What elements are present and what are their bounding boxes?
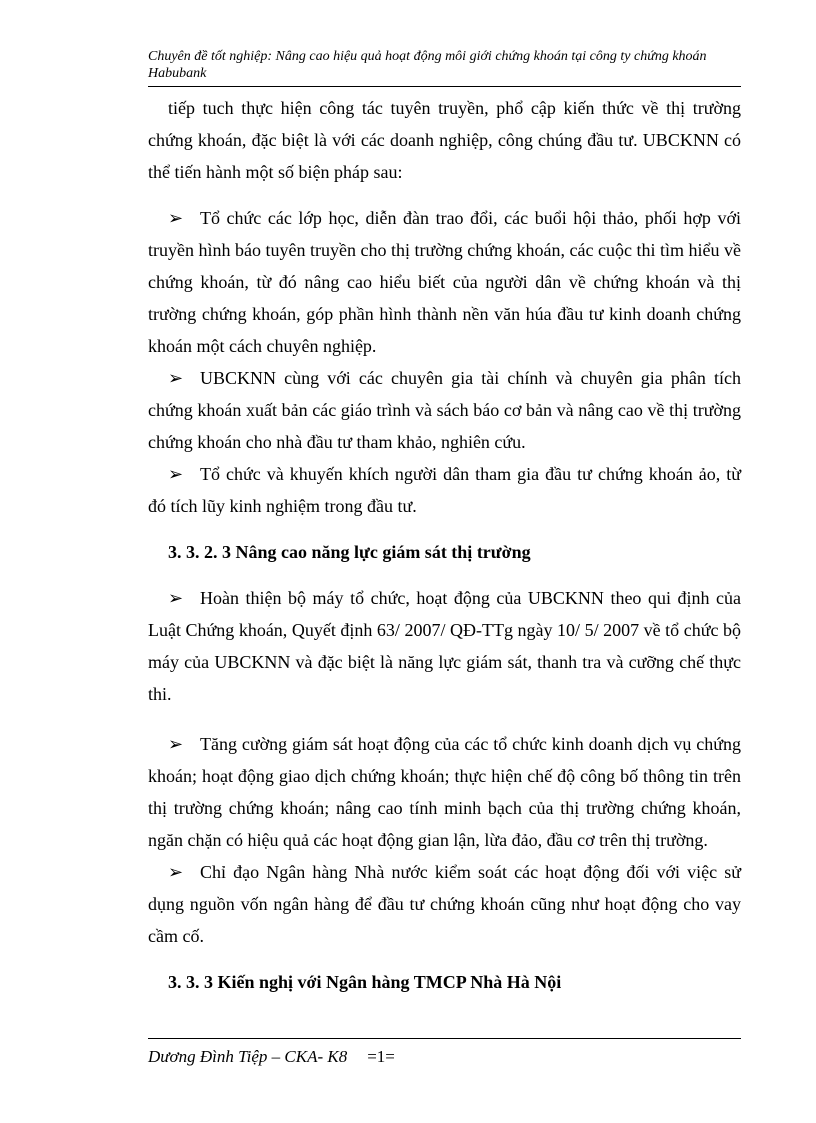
bullet-text: Tăng cường giám sát hoạt động của các tổ chức kinh doanh dịch vụ chứng khoán; hoạt động giao dịch chứng khoán; thực hiện chế độ công bố thông tin trên thị trường chứng khoán; nâng cao tính minh bạch của thị trường chứng khoán, ngăn chặn có hiệu quả các hoạt động gian lận, lừa đảo, đầu cơ trên thị trường. [148, 734, 741, 850]
bullet-item [148, 362, 741, 458]
bullet-text: UBCKNN cùng với các chuyên gia tài chính và chuyên gia phân tích chứng khoán xuất bản các giáo trình và sách báo cơ bản và nâng cao về thị trường chứng khoán cho nhà đầu tư tham khảo, nghiên cứu. [148, 368, 741, 452]
arrow-bullet-icon: ➢ [168, 464, 184, 484]
bullet-text: Chỉ đạo Ngân hàng Nhà nước kiểm soát các hoạt động đối với việc sử dụng nguồn vốn ngân hàng để đầu tư chứng khoán cũng như hoạt động cho vay cầm cố. [148, 862, 741, 946]
bullet-item [148, 458, 741, 522]
header-divider [148, 86, 741, 87]
page-header: Chuyên đề tốt nghiệp: Nâng cao hiệu quả hoạt động môi giới chứng khoán tại công ty chứng khoán Habubank [148, 49, 707, 81]
intro-paragraph: tiếp tuch thực hiện công tác tuyên truyền, phổ cập kiến thức về thị trường chứng khoán, đặc biệt là với các doanh nghiệp, công chúng đầu tư. UBCKNN có thể tiến hành một số biện pháp sau: [148, 98, 741, 182]
bullet-text: Tổ chức các lớp học, diễn đàn trao đổi, các buổi hội thảo, phối hợp với truyền hình báo tuyên truyền cho thị trường chứng khoán, các cuộc thi tìm hiểu về chứng khoán, từ đó nâng cao hiểu biết của người dân về chứng khoán và thị trường chứng khoán, góp phần hình thành nền văn húa đầu tư kinh doanh chứng khoán một cách chuyên nghiệp. [148, 208, 741, 356]
arrow-bullet-icon: ➢ [168, 208, 184, 228]
arrow-bullet-icon: ➢ [168, 368, 184, 388]
footer-author: Dương Đình Tiệp – CKA- K8 [148, 1047, 348, 1066]
arrow-bullet-icon: ➢ [168, 588, 184, 608]
page-footer [148, 1046, 741, 1068]
document-body [148, 92, 741, 998]
footer-divider [148, 1038, 741, 1039]
bullet-item [148, 856, 741, 952]
page-number: =1= [367, 1047, 395, 1066]
section-heading: 3. 3. 2. 3 Nâng cao năng lực giám sát thị trường [168, 542, 531, 562]
arrow-bullet-icon: ➢ [168, 862, 184, 882]
bullet-item [148, 202, 741, 362]
arrow-bullet-icon: ➢ [168, 734, 184, 754]
bullet-text: Hoàn thiện bộ máy tổ chức, hoạt động của UBCKNN theo qui định của Luật Chứng khoán, Quyết định 63/ 2007/ QĐ-TTg ngày 10/ 5/ 2007 về tổ chức bộ máy của UBCKNN và đặc biệt là năng lực giám sát, thanh tra và cưỡng chế thực thi. [148, 588, 741, 704]
bullet-item [148, 728, 741, 856]
bullet-item [148, 582, 741, 710]
bullet-text: Tổ chức và khuyến khích người dân tham gia đầu tư chứng khoán ảo, từ đó tích lũy kinh nghiệm trong đầu tư. [148, 464, 741, 516]
section-heading: 3. 3. 3 Kiến nghị với Ngân hàng TMCP Nhà Hà Nội [168, 972, 562, 992]
